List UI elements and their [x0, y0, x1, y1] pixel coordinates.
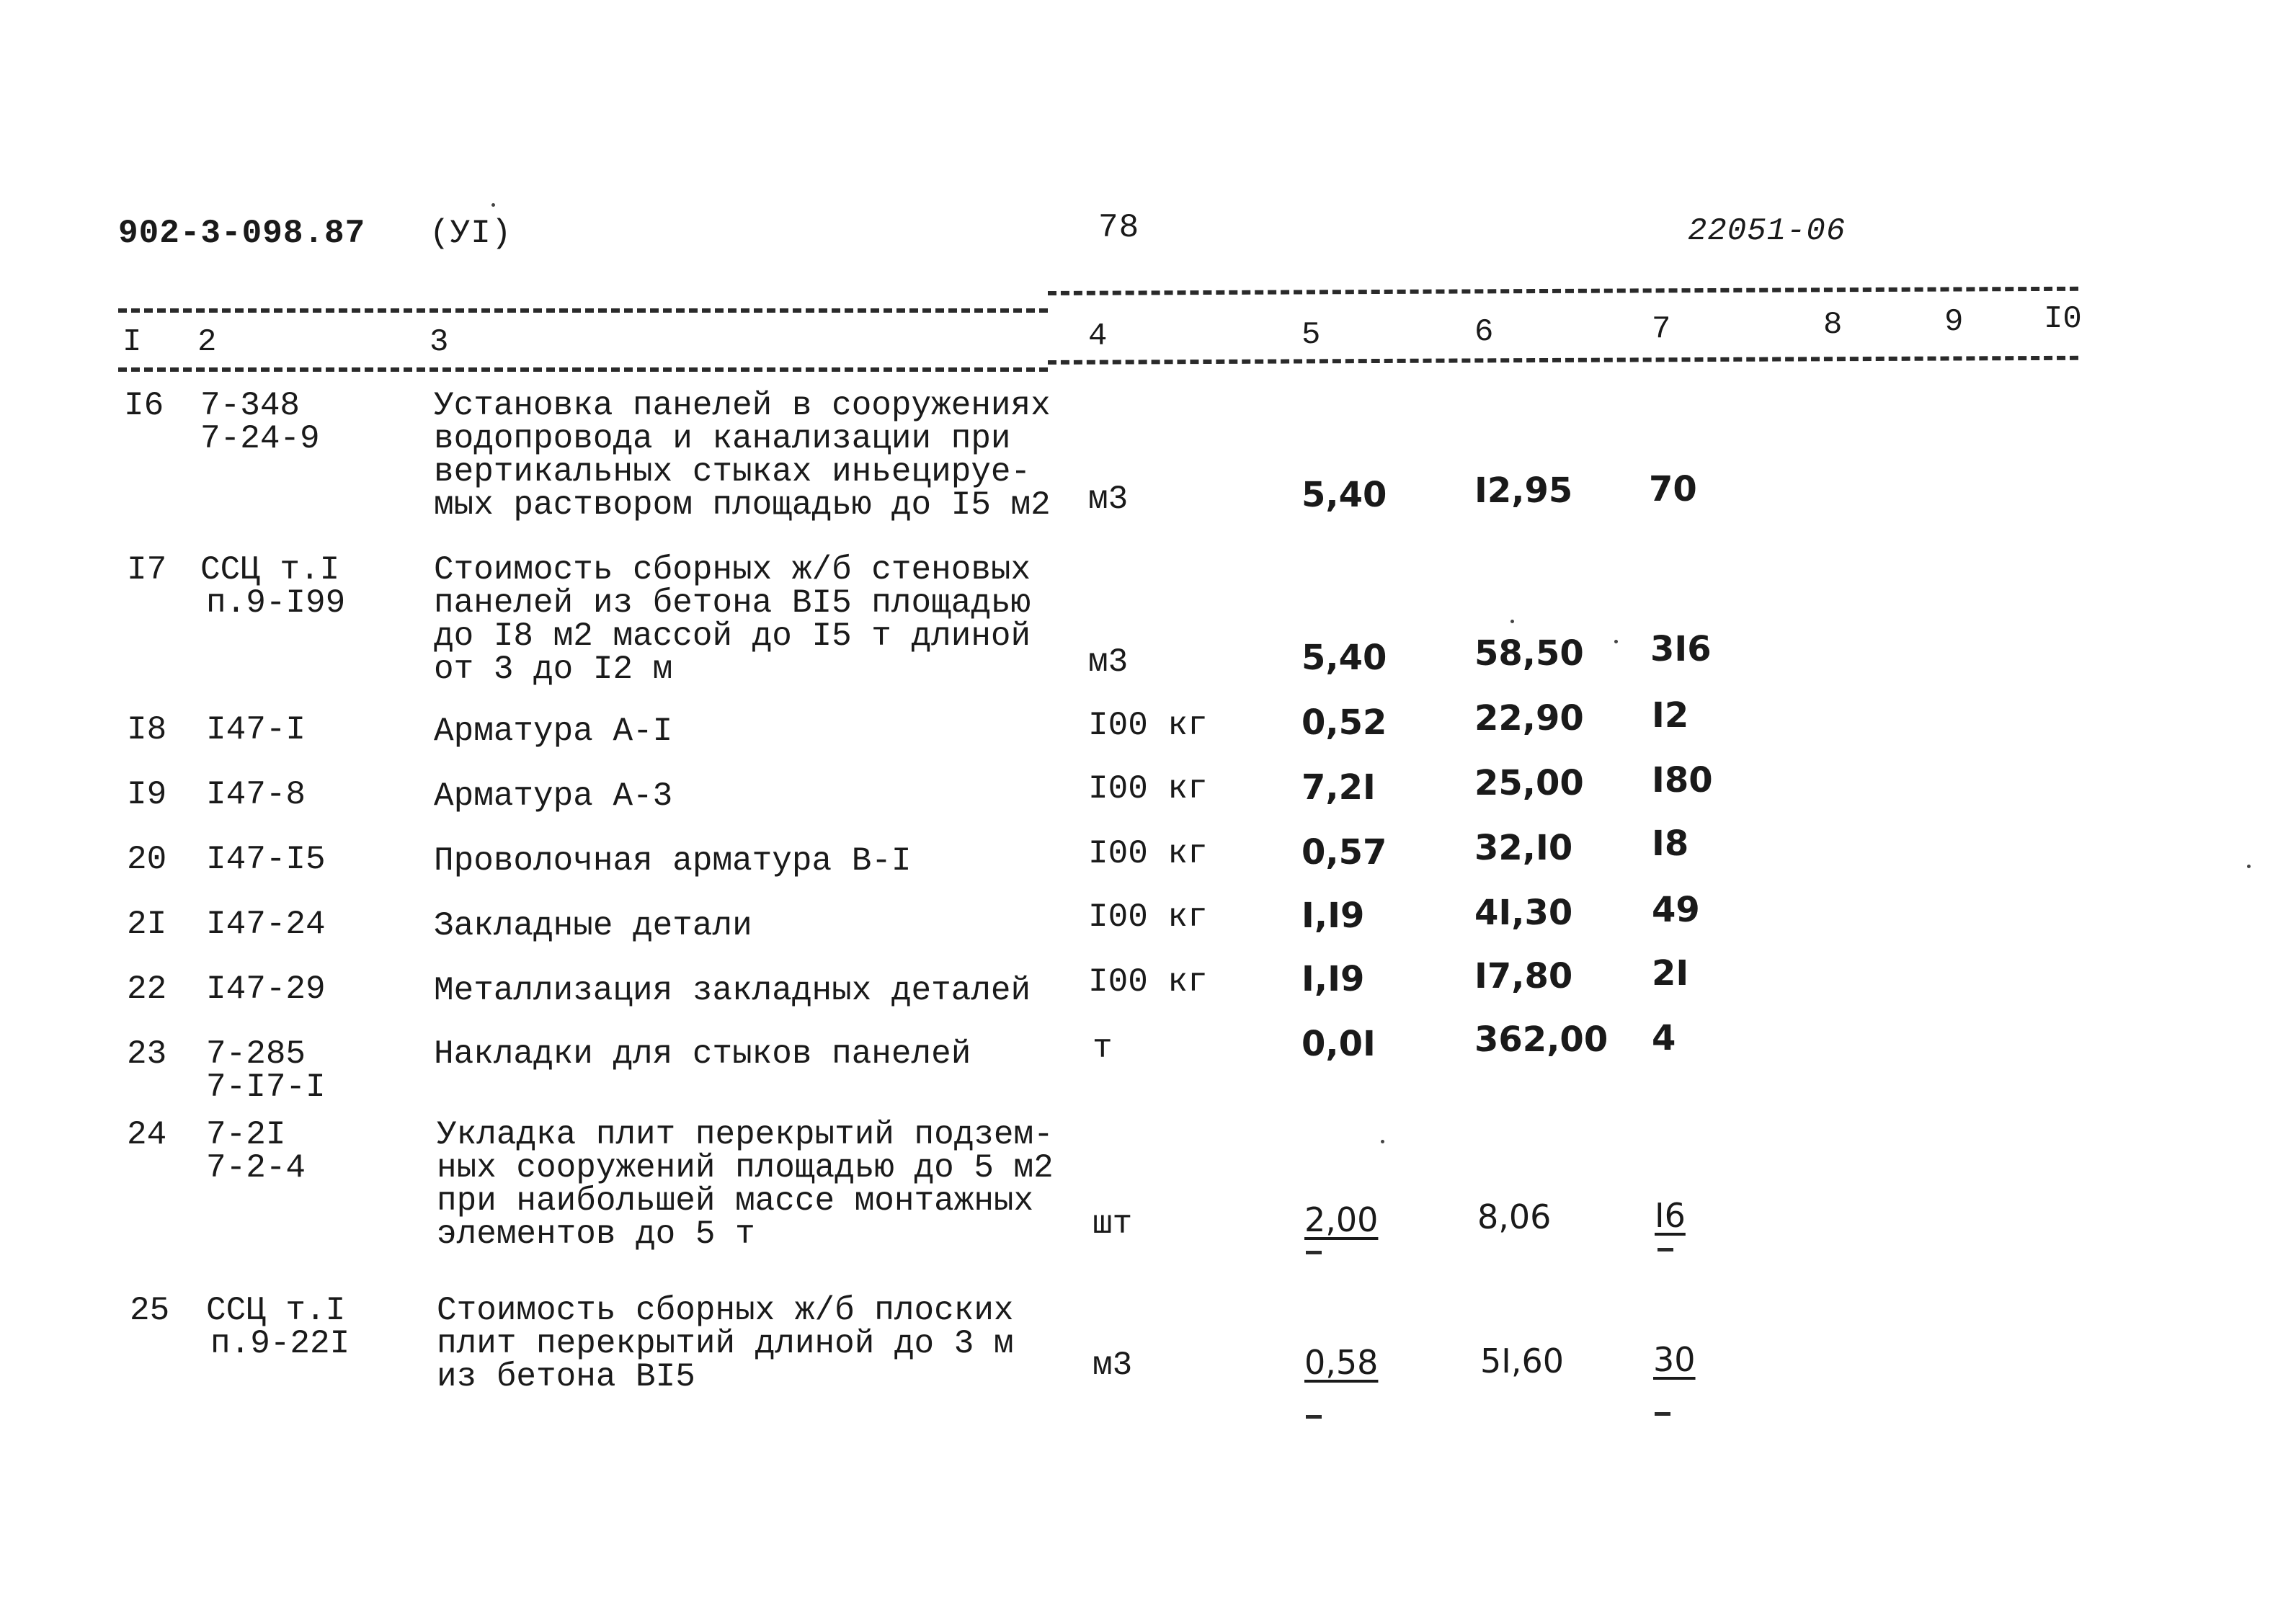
row-description: из бетона BI5: [437, 1358, 695, 1396]
col-header-10: I0: [2044, 301, 2082, 337]
row-description: Укладка плит перекрытий подзем-: [437, 1116, 1054, 1153]
row-unit-price: 25,00: [1474, 763, 1584, 803]
row-code: I47-29: [206, 970, 326, 1008]
tick-mark: [1655, 1412, 1670, 1416]
row-code: п.9-I99: [206, 584, 346, 622]
row-description: мых раствором площадью до I5 м2: [434, 486, 1051, 524]
speck: [1614, 640, 1618, 643]
row-quantity: I,I9: [1301, 959, 1365, 999]
row-unit: I00 кг: [1088, 835, 1208, 873]
row-description: ных сооружений площадью до 5 м2: [437, 1149, 1054, 1187]
row-description: Арматура А-I: [434, 713, 673, 750]
row-total: I2: [1652, 695, 1689, 736]
row-code: п.9-22I: [210, 1325, 350, 1362]
row-unit: м3: [1093, 1347, 1133, 1384]
row-number: I9: [127, 776, 167, 813]
row-description: Металлизация закладных деталей: [434, 972, 1031, 1009]
col-header-1: I: [123, 324, 142, 360]
row-code: 7-348: [200, 387, 301, 424]
row-total: 2I: [1652, 953, 1689, 994]
row-quantity: 5,40: [1301, 638, 1387, 678]
row-description: при наибольшей массе монтажных: [437, 1182, 1034, 1220]
row-total: 30: [1653, 1340, 1696, 1379]
row-description: вертикальных стыках иньецируе-: [434, 453, 1031, 491]
row-unit: м3: [1088, 643, 1129, 681]
row-description: до I8 м2 массой до I5 т длиной: [434, 617, 1031, 655]
row-quantity: 5,40: [1301, 475, 1387, 515]
row-unit: т: [1093, 1030, 1113, 1067]
row-unit-price: I7,80: [1474, 956, 1573, 996]
header-rule-bottom-right: [1048, 356, 2078, 365]
row-number: 2I: [127, 906, 167, 943]
header-rule-bottom-left: [118, 367, 1048, 372]
row-unit-price: 5I,60: [1480, 1342, 1564, 1380]
row-number: 22: [127, 970, 167, 1008]
row-quantity: 0,52: [1301, 702, 1387, 743]
row-description: Арматура А-3: [434, 777, 673, 815]
speck: [2247, 865, 2251, 868]
header-rule-top-right: [1048, 287, 2078, 295]
archive-stamp: 22051-06: [1688, 213, 1846, 249]
row-unit-price: 362,00: [1474, 1019, 1608, 1060]
speck: [491, 203, 495, 207]
row-number: I7: [127, 551, 167, 589]
row-description: Стоимость сборных ж/б плоских: [437, 1292, 1014, 1329]
row-unit-price: 58,50: [1474, 633, 1584, 674]
col-header-3: 3: [430, 324, 449, 360]
row-code: I47-I: [206, 711, 306, 749]
row-total: 49: [1652, 890, 1700, 930]
col-header-4: 4: [1088, 318, 1108, 354]
tick-mark: [1306, 1251, 1322, 1254]
row-code: I47-8: [206, 776, 306, 813]
row-quantity: I,I9: [1301, 896, 1365, 936]
row-total: 70: [1649, 469, 1697, 509]
header-rule-top-left: [118, 308, 1048, 313]
row-unit: I00 кг: [1088, 898, 1208, 936]
row-code: 7-24-9: [200, 420, 320, 458]
row-quantity: 2,00: [1304, 1200, 1379, 1239]
row-total: I8: [1652, 824, 1689, 864]
row-unit: I00 кг: [1088, 707, 1208, 744]
row-description: Установка панелей в сооружениях: [434, 387, 1051, 424]
row-description: Стоимость сборных ж/б стеновых: [434, 551, 1031, 589]
row-code: I47-I5: [206, 841, 326, 878]
row-description: Накладки для стыков панелей: [434, 1035, 971, 1073]
row-number: 23: [127, 1035, 167, 1073]
row-unit: м3: [1088, 481, 1129, 518]
row-number: 24: [127, 1116, 167, 1153]
row-unit-price: 32,I0: [1474, 828, 1573, 868]
row-quantity: 7,2I: [1301, 767, 1376, 808]
row-description: от 3 до I2 м: [434, 651, 673, 688]
row-number: 20: [127, 841, 167, 878]
row-unit-price: 8,06: [1477, 1197, 1552, 1236]
col-header-2: 2: [197, 324, 217, 360]
row-code: 7-2-4: [206, 1149, 306, 1187]
row-code: ССЦ т.I: [206, 1292, 346, 1329]
row-unit: шт: [1093, 1205, 1133, 1243]
row-unit-price: I2,95: [1474, 470, 1573, 511]
row-description: элементов до 5 т: [437, 1215, 755, 1253]
row-code: I47-24: [206, 906, 326, 943]
row-quantity: 0,57: [1301, 832, 1387, 873]
row-unit: I00 кг: [1088, 770, 1208, 808]
row-total: 3I6: [1650, 629, 1712, 669]
row-total: 4: [1652, 1018, 1676, 1058]
row-number: I8: [127, 711, 167, 749]
row-unit-price: 4I,30: [1474, 893, 1573, 933]
row-code: 7-I7-I: [206, 1068, 326, 1106]
col-header-6: 6: [1474, 314, 1494, 350]
row-description: водопровода и канализации при: [434, 420, 1011, 458]
tick-mark: [1306, 1415, 1322, 1419]
row-unit-price: 22,90: [1474, 698, 1584, 738]
page-number: 78: [1098, 209, 1140, 246]
row-total: I80: [1652, 760, 1713, 800]
row-unit: I00 кг: [1088, 963, 1208, 1001]
document-code: 902-3-098.87: [118, 215, 366, 252]
row-number: 25: [130, 1292, 170, 1329]
col-header-5: 5: [1301, 317, 1321, 353]
section-label: (УI): [430, 215, 512, 252]
row-description: Проволочная арматура В-I: [434, 842, 912, 880]
row-quantity: 0,58: [1304, 1343, 1379, 1382]
tick-mark: [1658, 1248, 1673, 1251]
row-total: I6: [1655, 1196, 1686, 1235]
row-number: I6: [124, 387, 164, 424]
col-header-7: 7: [1652, 311, 1671, 347]
speck: [1510, 620, 1514, 623]
row-description: плит перекрытий длиной до 3 м: [437, 1325, 1014, 1362]
speck: [1381, 1140, 1384, 1143]
col-header-9: 9: [1944, 304, 1964, 340]
row-code: 7-285: [206, 1035, 306, 1073]
row-code: 7-2I: [206, 1116, 286, 1153]
row-code: ССЦ т.I: [200, 551, 340, 589]
row-description: панелей из бетона BI5 площадью: [434, 584, 1031, 622]
row-quantity: 0,0I: [1301, 1024, 1376, 1064]
col-header-8: 8: [1823, 307, 1843, 343]
row-description: Закладные детали: [434, 907, 752, 945]
